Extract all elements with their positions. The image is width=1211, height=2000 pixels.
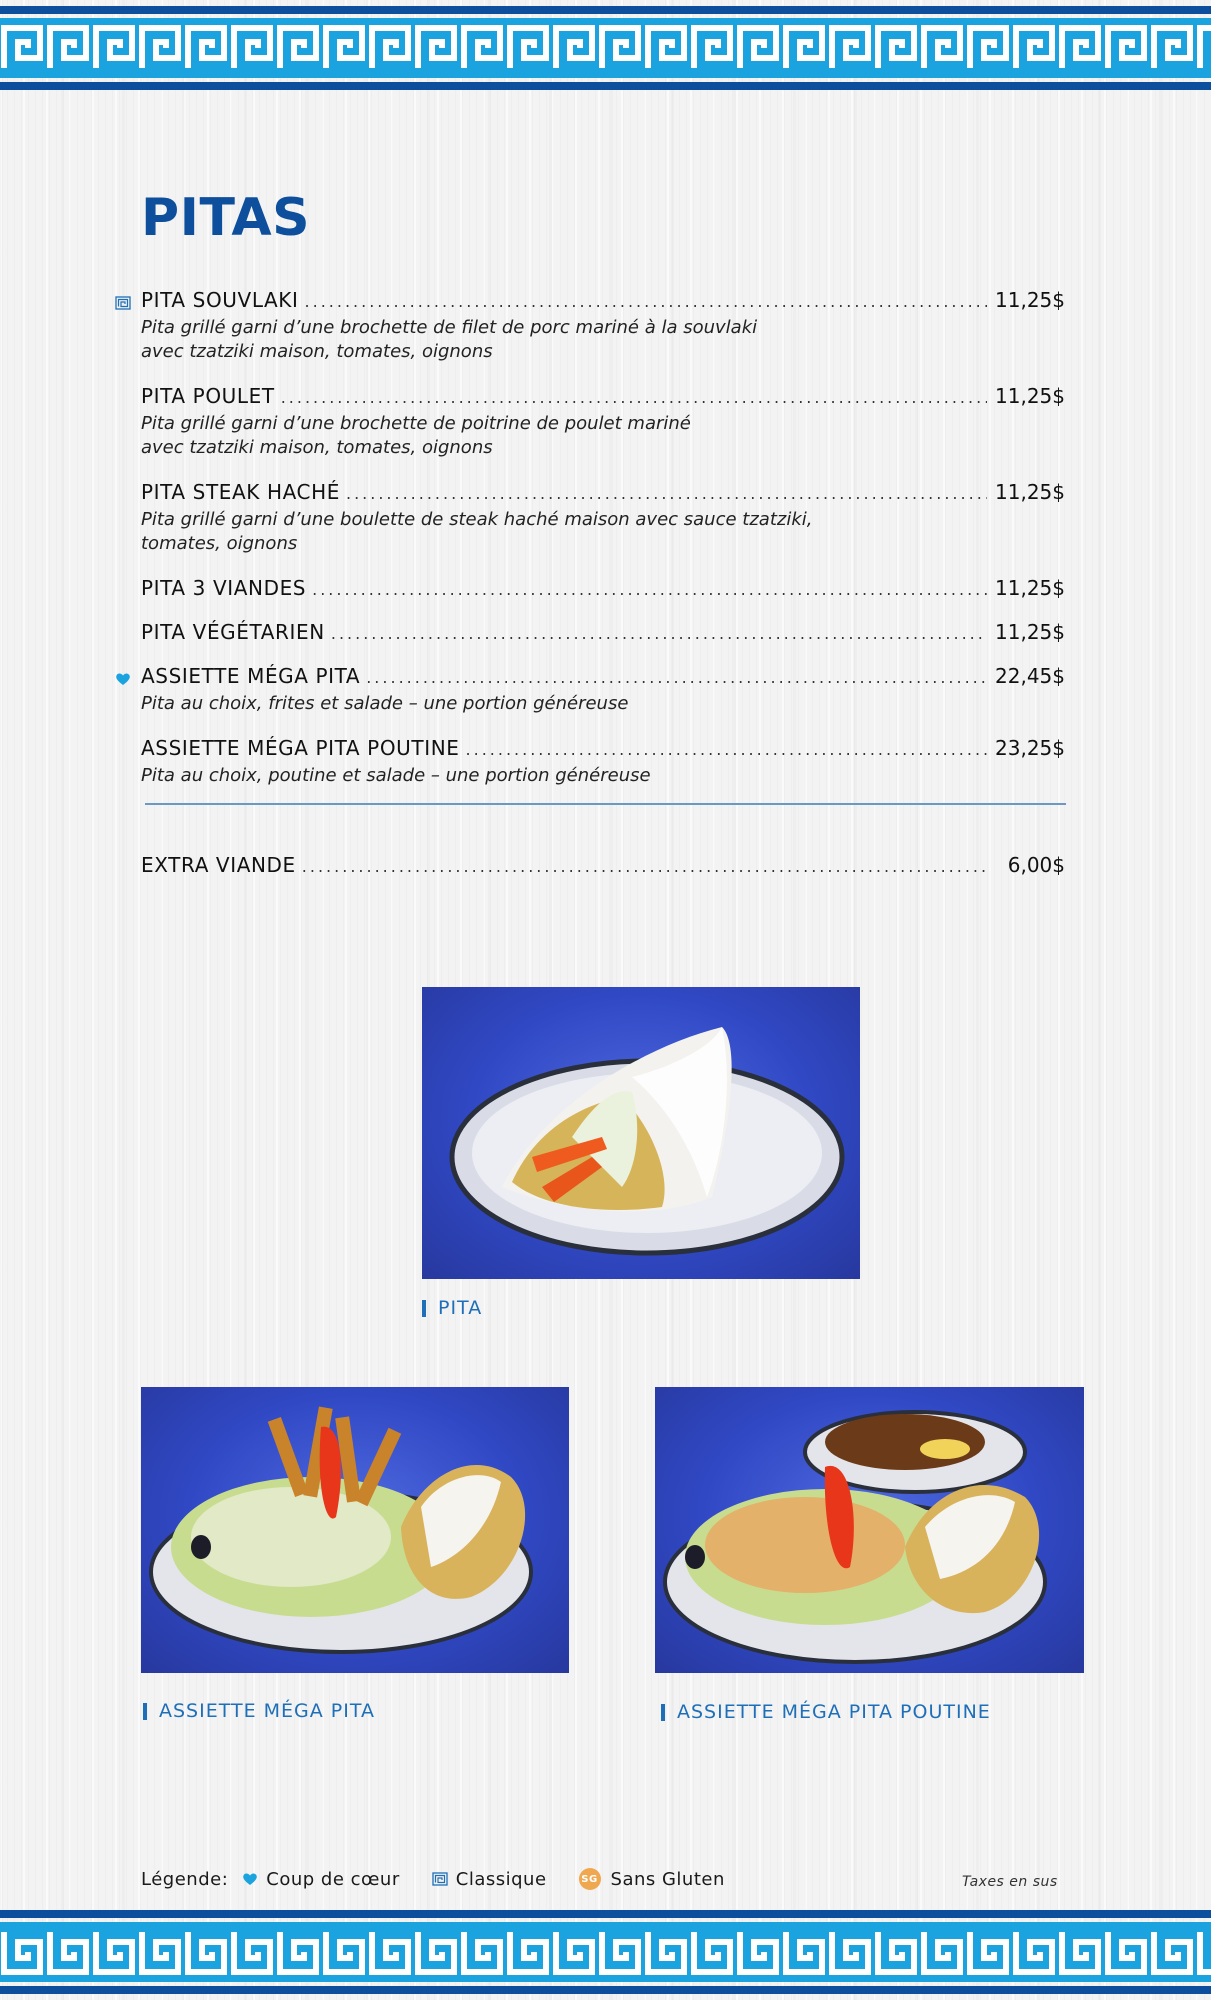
menu-item-name: PITA SOUVLAKI — [141, 288, 299, 312]
dot-leader — [466, 740, 987, 759]
legend-classic — [432, 1869, 547, 1890]
assiette-mega-pita-illustration — [141, 1387, 569, 1673]
menu-item-name: ASSIETTE MÉGA PITA — [141, 664, 361, 688]
menu-item-description — [141, 412, 971, 460]
legend-gluten-free-label: Sans Gluten — [610, 1868, 725, 1890]
assiette-mega-pita-caption: ASSIETTE MÉGA PITA — [143, 1700, 375, 1722]
dot-leader — [366, 668, 987, 687]
classic-icon — [115, 295, 131, 311]
menu-item-pita-steak-hache — [141, 480, 1065, 556]
legend-gluten-free — [579, 1868, 725, 1890]
legend-label: Légende: — [141, 1868, 229, 1890]
dot-leader — [302, 857, 987, 876]
menu-item-name: EXTRA VIANDE — [141, 853, 296, 877]
menu-item-price: 22,45$ — [995, 664, 1065, 688]
bottom-border-line — [0, 1910, 1211, 1918]
page-title: PITAS — [141, 188, 311, 248]
description-line: Pita au choix, frites et salade – une portion généreuse — [141, 693, 629, 714]
legend-favorite-label: Coup de cœur — [266, 1868, 400, 1890]
dot-leader — [331, 624, 987, 643]
menu-item-name: PITA POULET — [141, 384, 275, 408]
description-line: Pita au choix, poutine et salade – une portion généreuse — [141, 765, 651, 786]
description-line: Pita grillé garni d’une brochette de filet de porc mariné à la souvlaki — [141, 317, 758, 338]
menu-item-description — [141, 316, 971, 364]
legend-classic-label: Classique — [455, 1868, 547, 1890]
description-line: tomates, oignons — [141, 533, 298, 554]
menu-item-assiette-mega-pita — [141, 664, 1065, 716]
dot-leader — [312, 580, 987, 599]
description-line: Pita grillé garni d’une boulette de steak haché maison avec sauce tzatziki, — [141, 509, 813, 530]
menu-item-pita-poulet — [141, 384, 1065, 460]
pita-photo — [422, 987, 860, 1279]
section-divider — [145, 803, 1066, 805]
dot-leader — [305, 292, 987, 311]
menu-item-extra-viande — [141, 853, 1065, 881]
greek-key-pattern-top — [0, 18, 1211, 78]
top-border-band — [0, 0, 1211, 96]
bottom-border-line-lower — [0, 1986, 1211, 1994]
bottom-border-band — [0, 1904, 1211, 2000]
greek-key-pattern-bottom — [0, 1922, 1211, 1982]
top-border-line-lower — [0, 82, 1211, 90]
menu-item-pita-souvlaki — [141, 288, 1065, 364]
assiette-mega-pita-poutine-photo — [655, 1387, 1084, 1673]
menu-item-price: 11,25$ — [995, 620, 1065, 644]
menu-item-description — [141, 692, 971, 716]
classic-icon — [432, 1871, 448, 1887]
pita-illustration — [422, 987, 860, 1279]
description-line: Pita grillé garni d’une brochette de poitrine de poulet mariné — [141, 413, 691, 434]
menu-item-description — [141, 508, 971, 556]
dot-leader — [281, 388, 987, 407]
assiette-mega-pita-poutine-caption: ASSIETTE MÉGA PITA POUTINE — [661, 1701, 991, 1723]
description-line: avec tzatziki maison, tomates, oignons — [141, 341, 493, 362]
heart-icon — [115, 671, 131, 687]
assiette-mega-pita-poutine-illustration — [655, 1387, 1084, 1673]
pita-caption: PITA — [422, 1297, 482, 1319]
menu-item-price: 11,25$ — [995, 288, 1065, 312]
assiette-mega-pita-photo — [141, 1387, 569, 1673]
menu-item-pita-3-viandes — [141, 576, 1065, 604]
top-border-line — [0, 6, 1211, 14]
menu-item-pita-vegetarien — [141, 620, 1065, 648]
menu-item-price: 6,00$ — [1007, 853, 1065, 877]
taxes-note: Taxes en sus — [962, 1874, 1058, 1890]
heart-icon — [242, 1871, 258, 1887]
gluten-free-icon: SG — [579, 1868, 601, 1890]
menu-item-price: 23,25$ — [995, 736, 1065, 760]
menu-item-assiette-mega-pita-poutine — [141, 736, 1065, 788]
menu-item-name: PITA STEAK HACHÉ — [141, 480, 340, 504]
menu-item-price: 11,25$ — [995, 384, 1065, 408]
menu-item-price: 11,25$ — [995, 576, 1065, 600]
legend — [141, 1868, 757, 1890]
menu-item-name: PITA 3 VIANDES — [141, 576, 307, 600]
description-line: avec tzatziki maison, tomates, oignons — [141, 437, 493, 458]
menu-item-name: ASSIETTE MÉGA PITA POUTINE — [141, 736, 460, 760]
menu-item-description — [141, 764, 971, 788]
dot-leader — [346, 484, 987, 503]
menu-item-name: PITA VÉGÉTARIEN — [141, 620, 325, 644]
legend-favorite — [242, 1869, 399, 1890]
menu-list — [141, 288, 1065, 808]
menu-item-price: 11,25$ — [995, 480, 1065, 504]
